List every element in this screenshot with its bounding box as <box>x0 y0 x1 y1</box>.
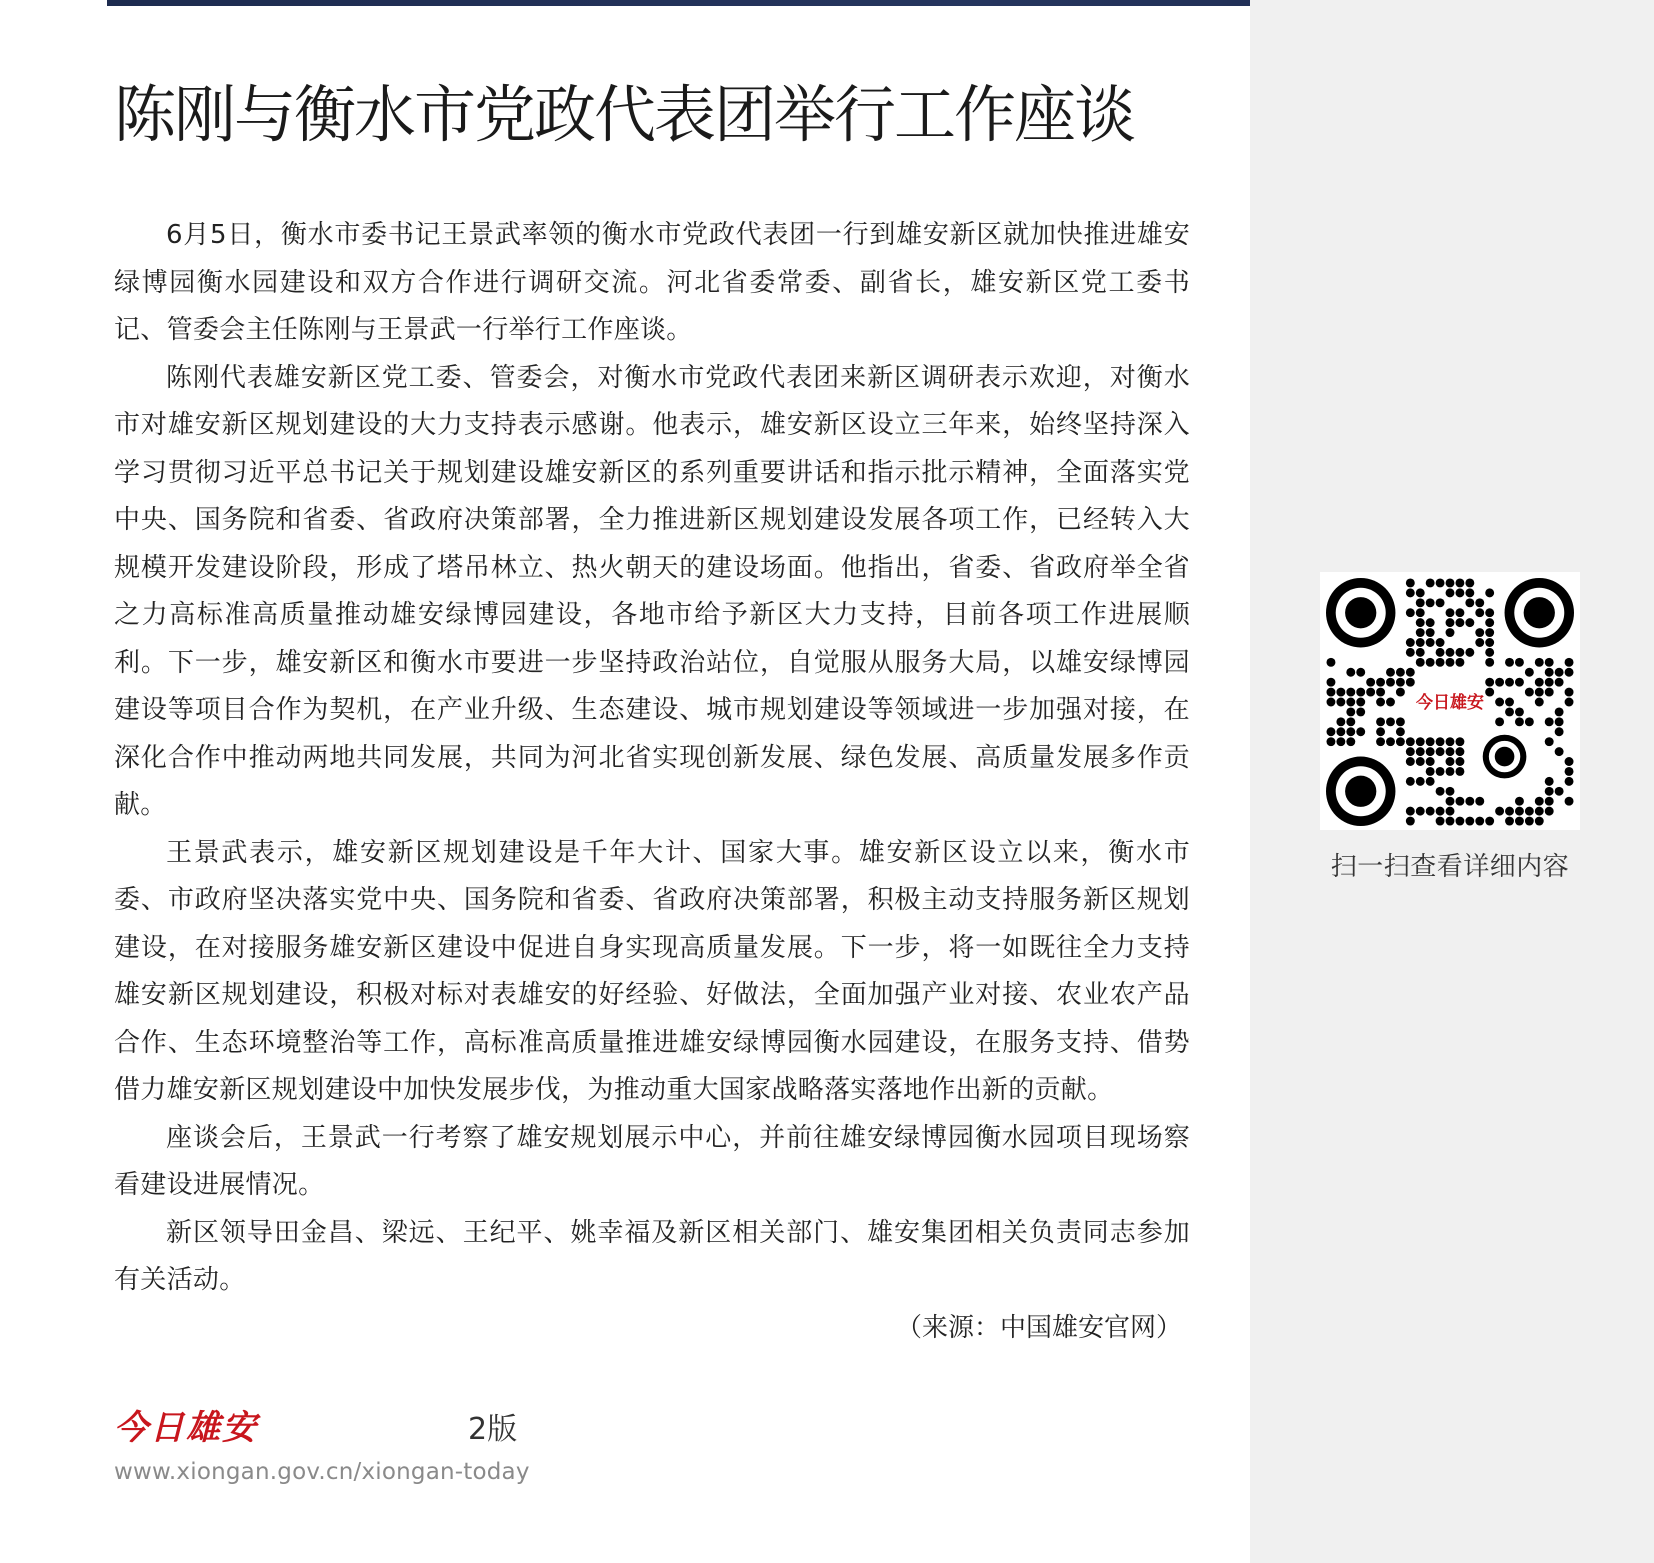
qr-dot <box>1446 578 1455 587</box>
footer-logo-row <box>114 1400 534 1449</box>
qr-dot <box>1426 638 1435 647</box>
qr-dot <box>1406 578 1415 587</box>
qr-dot <box>1326 727 1335 736</box>
page-number: 2版 <box>468 1412 518 1447</box>
qr-dot <box>1406 737 1415 746</box>
paragraph-2: 陈刚代表雄安新区党工委、管委会，对衡水市党政代表团来新区调研表示欢迎，对衡水市对雄安新区规划建设的大力支持表示感谢。他表示，雄安新区设立三年来，始终坚持深入学习贯彻习近平总书记关于规划建设雄安新区的系列重要讲话和指示批示精神，全面落实党中央、国务院和省委、省政府决策部署，全力推进新区规划建设发展各项工作，已经转入大规模开发建设阶段，形成了塔吊林立、热火朝天的建设场面。他指出，省委、省政府举全省之力高标准高质量推动雄安绿博园建设，各地市给予新区大力支持，目前各项工作进展顺利。下一步，雄安新区和衡水市要进一步坚持政治站位，自觉服从服务大局，以雄安绿博园建设等项目合作为契机，在产业升级、生态建设、城市规划建设等领域进一步加强对接，在深化合作中推动两地共同发展，共同为河北省实现创新发展、绿色发展、高质量发展多作贡献。 <box>114 362 1190 820</box>
qr-dot <box>1356 668 1365 677</box>
qr-dot <box>1446 608 1455 617</box>
qr-dot <box>1376 678 1385 687</box>
qr-dot <box>1406 817 1415 826</box>
qr-dot <box>1495 717 1504 726</box>
qr-dot <box>1555 747 1564 756</box>
qr-dot <box>1465 797 1474 806</box>
source-attribution: （来源：中国雄安官网） <box>895 1312 1182 1343</box>
qr-dot <box>1455 578 1464 587</box>
qr-dot <box>1406 638 1415 647</box>
qr-dot <box>1465 588 1474 597</box>
qr-dot <box>1326 678 1335 687</box>
qr-dot <box>1525 668 1534 677</box>
qr-dot <box>1515 658 1524 667</box>
qr-dot <box>1485 688 1494 697</box>
qr-dot <box>1376 727 1385 736</box>
qr-dot <box>1346 707 1355 716</box>
qr-dot <box>1535 698 1544 707</box>
qr-dot <box>1396 688 1405 697</box>
qr-dot <box>1515 717 1524 726</box>
qr-dot <box>1406 777 1415 786</box>
qr-dot <box>1545 807 1554 816</box>
qr-dot <box>1346 737 1355 746</box>
qr-dot <box>1515 678 1524 687</box>
qr-dot <box>1436 767 1445 776</box>
qr-dot <box>1515 817 1524 826</box>
qr-dot <box>1406 807 1415 816</box>
qr-dot <box>1485 608 1494 617</box>
qr-dot <box>1535 678 1544 687</box>
qr-dot <box>1535 797 1544 806</box>
qr-dot <box>1545 797 1554 806</box>
qr-dot <box>1356 727 1365 736</box>
qr-dot <box>1416 807 1425 816</box>
qr-dot <box>1436 747 1445 756</box>
qr-dot <box>1505 817 1514 826</box>
publication-logo: 今日雄安 <box>114 1408 258 1448</box>
qr-finder-ring <box>1524 597 1555 628</box>
qr-dot <box>1356 688 1365 697</box>
qr-dot <box>1555 787 1564 796</box>
qr-dot <box>1505 658 1514 667</box>
qr-dot <box>1446 817 1455 826</box>
qr-dot <box>1426 598 1435 607</box>
qr-dot <box>1485 658 1494 667</box>
qr-dot <box>1416 648 1425 657</box>
qr-dot <box>1565 698 1574 707</box>
qr-dot <box>1436 648 1445 657</box>
qr-dot <box>1396 717 1405 726</box>
qr-dot <box>1406 678 1415 687</box>
qr-dot <box>1336 727 1345 736</box>
qr-dot <box>1545 737 1554 746</box>
qr-code[interactable] <box>1320 572 1580 830</box>
qr-dot <box>1465 618 1474 627</box>
paragraph-3: 王景武表示，雄安新区规划建设是千年大计、国家大事。雄安新区设立以来，衡水市委、市政府坚决落实党中央、国务院和省委、省政府决策部署，积极主动支持服务新区规划建设，在对接服务雄安新区建设中促进自身实现高质量发展。下一步，将一如既往全力支持雄安新区规划建设，积极对标对表雄安的好经验、好做法，全面加强产业对接、农业农产品合作、生态环境整治等工作，高标准高质量推进雄安绿博园衡水园建设，在服务支持、借势借力雄安新区规划建设中加快发展步伐，为推动重大国家战略落实落地作出新的贡献。 <box>114 837 1190 1105</box>
qr-dot <box>1455 658 1464 667</box>
qr-dot <box>1346 688 1355 697</box>
qr-dot <box>1465 817 1474 826</box>
qr-dot <box>1336 737 1345 746</box>
qr-dot <box>1455 757 1464 766</box>
qr-dot <box>1475 797 1484 806</box>
qr-dot <box>1525 688 1534 697</box>
qr-dot <box>1465 648 1474 657</box>
qr-dot <box>1455 797 1464 806</box>
qr-dot <box>1565 668 1574 677</box>
qr-dot <box>1485 638 1494 647</box>
qr-dot <box>1455 747 1464 756</box>
qr-dot <box>1505 698 1514 707</box>
qr-dot <box>1446 797 1455 806</box>
qr-dot <box>1416 588 1425 597</box>
qr-dot <box>1565 688 1574 697</box>
qr-dot <box>1326 658 1335 667</box>
qr-dot <box>1326 698 1335 707</box>
qr-dot <box>1525 717 1534 726</box>
qr-dot <box>1485 648 1494 657</box>
qr-code-graphic <box>1320 572 1580 830</box>
qr-dot <box>1446 628 1455 637</box>
qr-dot <box>1436 638 1445 647</box>
qr-dot <box>1416 608 1425 617</box>
qr-dot <box>1446 747 1455 756</box>
qr-dot <box>1505 678 1514 687</box>
qr-dot <box>1426 628 1435 637</box>
qr-dot <box>1446 658 1455 667</box>
qr-dot <box>1406 588 1415 597</box>
qr-dot <box>1386 737 1395 746</box>
qr-finder-ring <box>1345 597 1376 628</box>
paragraph-1: 6月5日，衡水市委书记王景武率领的衡水市党政代表团一行到雄安新区就加快推进雄安绿博园衡水园建设和双方合作进行调研交流。河北省委常委、副省长，雄安新区党工委书记、管委会主任陈刚与王景武一行举行工作座谈。 <box>114 220 1190 345</box>
qr-dot <box>1416 737 1425 746</box>
paragraph-5: 新区领导田金昌、梁远、王纪平、姚幸福及新区相关部门、雄安集团相关负责同志参加有关活动。 <box>114 1217 1190 1295</box>
qr-dot <box>1426 578 1435 587</box>
qr-dot <box>1436 817 1445 826</box>
qr-dot <box>1386 668 1395 677</box>
qr-dot <box>1396 678 1405 687</box>
qr-dot <box>1346 668 1355 677</box>
qr-dot <box>1436 787 1445 796</box>
qr-dot <box>1465 598 1474 607</box>
qr-dot <box>1495 678 1504 687</box>
qr-dot <box>1416 628 1425 637</box>
qr-dot <box>1485 588 1494 597</box>
article <box>114 70 1190 1352</box>
qr-dot <box>1525 807 1534 816</box>
qr-finder-ring <box>1495 747 1515 767</box>
qr-dot <box>1555 668 1564 677</box>
qr-dot <box>1416 757 1425 766</box>
qr-dot <box>1446 737 1455 746</box>
qr-dot <box>1555 727 1564 736</box>
qr-dot <box>1416 658 1425 667</box>
qr-dot <box>1416 638 1425 647</box>
qr-dot <box>1336 698 1345 707</box>
qr-dot <box>1485 618 1494 627</box>
qr-dot <box>1545 658 1554 667</box>
source-line <box>114 1305 1190 1353</box>
qr-dot <box>1386 678 1395 687</box>
qr-dot <box>1455 648 1464 657</box>
qr-dot <box>1446 648 1455 657</box>
qr-dot <box>1416 777 1425 786</box>
qr-dot <box>1455 767 1464 776</box>
qr-dot <box>1326 688 1335 697</box>
qr-dot <box>1416 747 1425 756</box>
qr-dot <box>1436 578 1445 587</box>
qr-dot <box>1495 807 1504 816</box>
qr-dot <box>1565 658 1574 667</box>
qr-dot <box>1416 598 1425 607</box>
qr-dot <box>1515 807 1524 816</box>
qr-finder-ring <box>1345 776 1376 807</box>
qr-dot <box>1535 807 1544 816</box>
qr-dot <box>1485 678 1494 687</box>
qr-dot <box>1446 757 1455 766</box>
qr-dot <box>1366 688 1375 697</box>
qr-dot <box>1376 717 1385 726</box>
qr-dot <box>1396 668 1405 677</box>
qr-dot <box>1426 767 1435 776</box>
qr-dot <box>1446 588 1455 597</box>
qr-dot <box>1455 618 1464 627</box>
qr-caption: 扫一扫查看详细内容 <box>1330 852 1570 882</box>
qr-dot <box>1436 807 1445 816</box>
qr-dot <box>1475 598 1484 607</box>
qr-dot <box>1545 688 1554 697</box>
qr-dot <box>1505 707 1514 716</box>
qr-dot <box>1525 817 1534 826</box>
qr-dot <box>1386 717 1395 726</box>
qr-dot <box>1485 817 1494 826</box>
qr-dot <box>1436 658 1445 667</box>
qr-dot <box>1426 618 1435 627</box>
qr-dot <box>1545 787 1554 796</box>
qr-dot <box>1446 807 1455 816</box>
qr-dot <box>1515 797 1524 806</box>
qr-dot <box>1535 688 1544 697</box>
qr-dot <box>1545 717 1554 726</box>
qr-dot <box>1356 707 1365 716</box>
qr-dot <box>1426 658 1435 667</box>
page-footer <box>114 1400 534 1485</box>
qr-dot <box>1446 787 1455 796</box>
qr-dot <box>1545 678 1554 687</box>
qr-dot <box>1475 608 1484 617</box>
qr-dot <box>1426 757 1435 766</box>
qr-dot <box>1426 807 1435 816</box>
qr-dot <box>1436 598 1445 607</box>
qr-center-logo: 今日雄安 <box>1416 693 1484 713</box>
qr-dot <box>1406 648 1415 657</box>
qr-dot <box>1485 628 1494 637</box>
qr-dot <box>1475 638 1484 647</box>
qr-dot <box>1346 698 1355 707</box>
qr-dot <box>1555 717 1564 726</box>
qr-dot <box>1376 698 1385 707</box>
qr-dot <box>1376 688 1385 697</box>
article-body <box>114 212 1190 1352</box>
qr-dot <box>1555 707 1564 716</box>
qr-dot <box>1336 688 1345 697</box>
qr-dot <box>1545 668 1554 677</box>
qr-dot <box>1565 777 1574 786</box>
qr-dot <box>1545 777 1554 786</box>
qr-dot <box>1446 767 1455 776</box>
qr-dot <box>1455 588 1464 597</box>
qr-dot <box>1406 668 1415 677</box>
qr-dot <box>1535 658 1544 667</box>
qr-dot <box>1346 727 1355 736</box>
qr-dot <box>1396 727 1405 736</box>
qr-dot <box>1565 767 1574 776</box>
qr-dot <box>1336 717 1345 726</box>
qr-dot <box>1416 618 1425 627</box>
qr-dot <box>1426 777 1435 786</box>
qr-dot <box>1326 737 1335 746</box>
qr-dot <box>1555 678 1564 687</box>
qr-dot <box>1565 797 1574 806</box>
qr-dot <box>1535 817 1544 826</box>
qr-dot <box>1436 737 1445 746</box>
qr-dot <box>1346 717 1355 726</box>
qr-dot <box>1455 817 1464 826</box>
website-url[interactable]: www.xiongan.gov.cn/xiongan-today <box>114 1459 530 1485</box>
qr-dot <box>1426 737 1435 746</box>
article-headline: 陈刚与衡水市党政代表团举行工作座谈 <box>114 78 1135 151</box>
paragraph-4: 座谈会后，王景武一行考察了雄安规划展示中心，并前往雄安绿博园衡水园项目现场察看建设进展情况。 <box>114 1122 1190 1200</box>
qr-dot <box>1455 608 1464 617</box>
qr-dot <box>1475 628 1484 637</box>
qr-dot <box>1366 678 1375 687</box>
qr-dot <box>1426 747 1435 756</box>
qr-dot <box>1565 757 1574 766</box>
qr-dot <box>1356 698 1365 707</box>
qr-dot <box>1446 618 1455 627</box>
qr-dot <box>1475 817 1484 826</box>
qr-dot <box>1406 608 1415 617</box>
qr-dot <box>1386 698 1395 707</box>
qr-dot <box>1396 737 1405 746</box>
qr-dot <box>1406 747 1415 756</box>
qr-dot <box>1406 757 1415 766</box>
qr-dot <box>1515 707 1524 716</box>
qr-dot <box>1505 807 1514 816</box>
qr-dot <box>1376 737 1385 746</box>
qr-dot <box>1495 698 1504 707</box>
qr-dot <box>1455 737 1464 746</box>
qr-dot <box>1465 578 1474 587</box>
